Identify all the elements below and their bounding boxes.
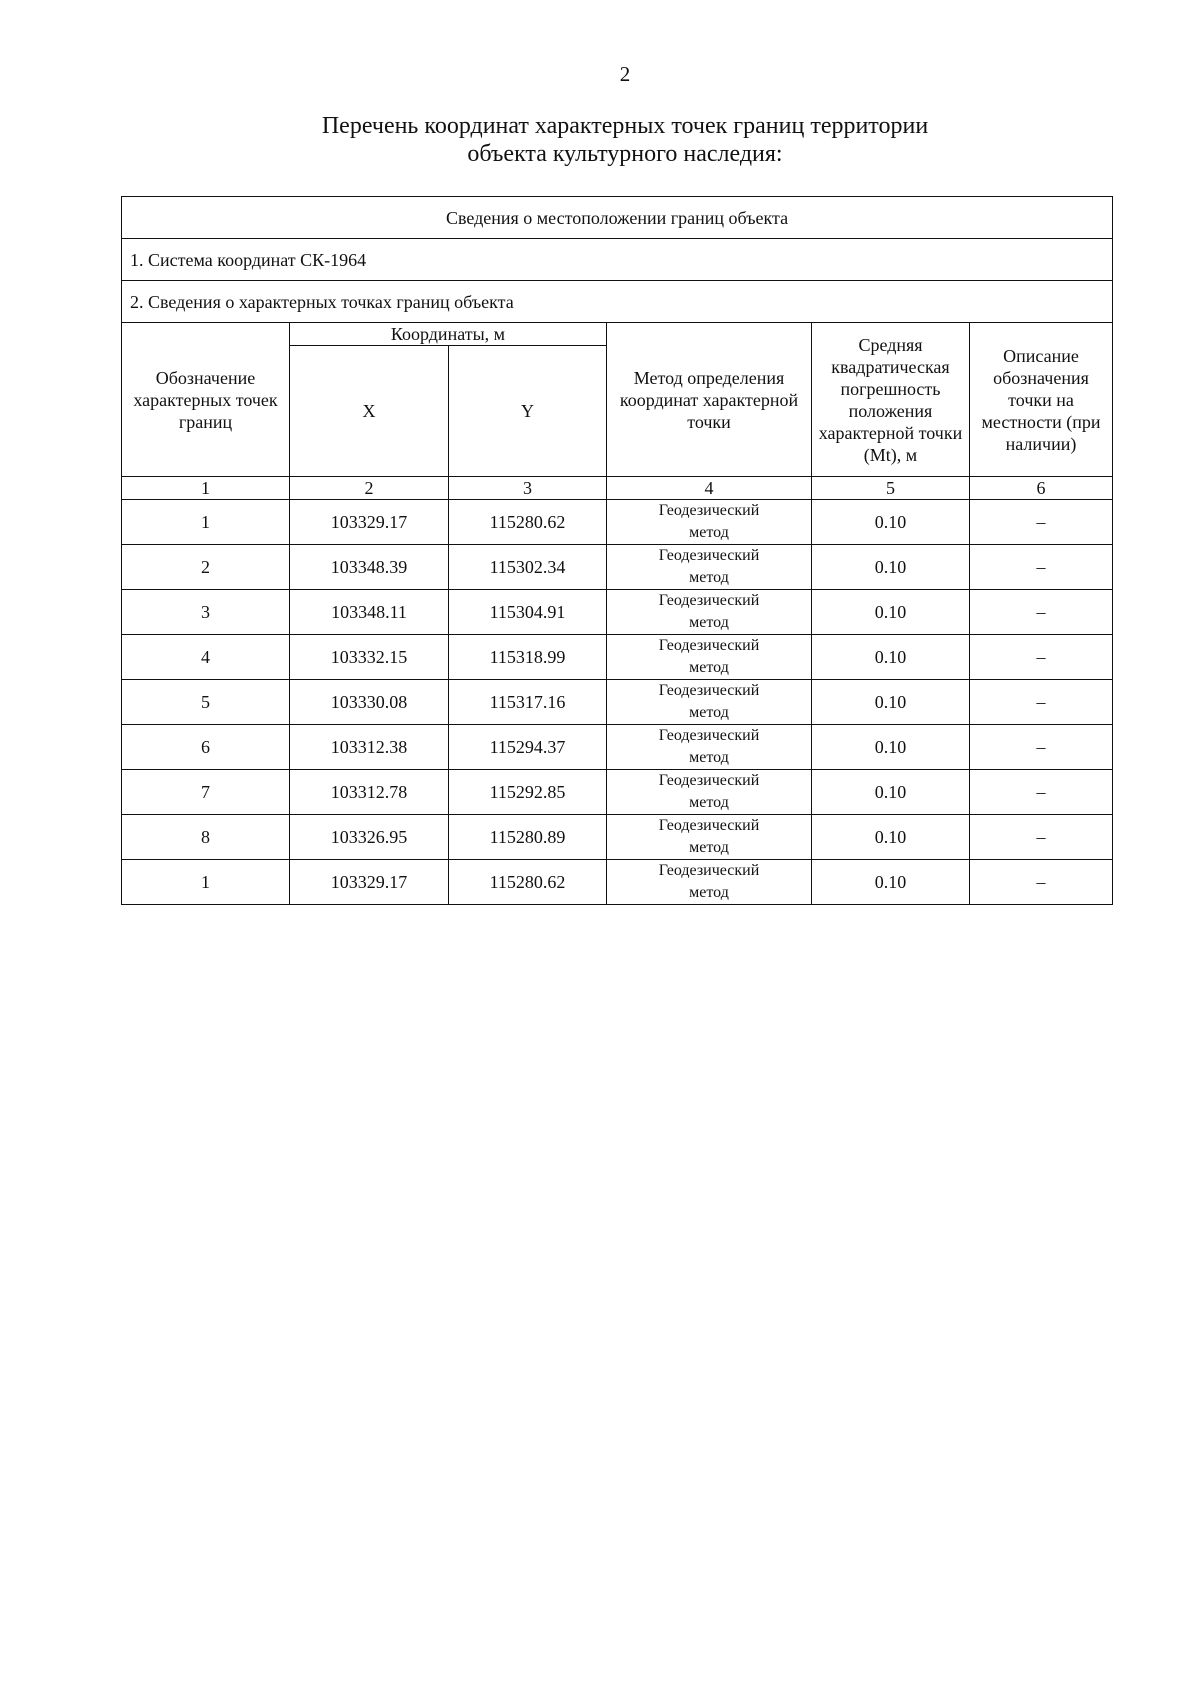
col-header-point: Обозначение характерных точек границ bbox=[122, 323, 290, 477]
col-header-coords: Координаты, м bbox=[290, 323, 607, 346]
col-number: 1 bbox=[122, 477, 290, 500]
cell-desc: – bbox=[970, 860, 1113, 905]
cell-x: 103329.17 bbox=[290, 500, 449, 545]
cell-method bbox=[607, 860, 812, 905]
cell-method bbox=[607, 725, 812, 770]
cell-method bbox=[607, 770, 812, 815]
col-header-error bbox=[812, 323, 970, 477]
cell-method bbox=[607, 680, 812, 725]
method-line-2: метод bbox=[689, 839, 729, 856]
cell-point: 7 bbox=[122, 770, 290, 815]
method-line-1: Геодезический bbox=[658, 727, 760, 744]
col-number: 6 bbox=[970, 477, 1113, 500]
cell-desc: – bbox=[970, 680, 1113, 725]
cell-y: 115280.62 bbox=[449, 500, 607, 545]
col-header-method: Метод определения координат характерной точки bbox=[607, 323, 812, 477]
cell-x: 103312.78 bbox=[290, 770, 449, 815]
cell-point: 1 bbox=[122, 860, 290, 905]
cell-point: 6 bbox=[122, 725, 290, 770]
method-line-2: метод bbox=[689, 614, 729, 631]
cell-x: 103348.11 bbox=[290, 590, 449, 635]
method-line-2: метод bbox=[689, 884, 729, 901]
cell-x: 103330.08 bbox=[290, 680, 449, 725]
cell-desc: – bbox=[970, 590, 1113, 635]
cell-desc: – bbox=[970, 545, 1113, 590]
coord-system: 1. Система координат СК-1964 bbox=[122, 239, 1113, 281]
method-line-2: метод bbox=[689, 569, 729, 586]
cell-point: 1 bbox=[122, 500, 290, 545]
cell-y: 115318.99 bbox=[449, 635, 607, 680]
cell-x: 103348.39 bbox=[290, 545, 449, 590]
col-header-desc: Описание обозначения точки на местности (при наличии) bbox=[970, 323, 1113, 477]
section-header: Сведения о местоположении границ объекта bbox=[122, 197, 1113, 239]
cell-point: 2 bbox=[122, 545, 290, 590]
cell-point: 5 bbox=[122, 680, 290, 725]
col-number: 4 bbox=[607, 477, 812, 500]
method-line-2: метод bbox=[689, 749, 729, 766]
section-header-row bbox=[122, 197, 1113, 239]
cell-error: 0.10 bbox=[812, 725, 970, 770]
cell-x: 103312.38 bbox=[290, 725, 449, 770]
cell-y: 115302.34 bbox=[449, 545, 607, 590]
cell-error: 0.10 bbox=[812, 815, 970, 860]
cell-method bbox=[607, 815, 812, 860]
cell-y: 115292.85 bbox=[449, 770, 607, 815]
document-title-line-2: объекта культурного наследия: bbox=[467, 141, 783, 167]
column-header-row-1 bbox=[122, 323, 1113, 346]
table-row bbox=[122, 545, 1113, 590]
method-line-2: метод bbox=[689, 704, 729, 721]
table-row bbox=[122, 500, 1113, 545]
cell-error: 0.10 bbox=[812, 770, 970, 815]
table-row bbox=[122, 815, 1113, 860]
cell-error: 0.10 bbox=[812, 635, 970, 680]
document-title-line-1: Перечень координат характерных точек границ территории bbox=[321, 113, 929, 139]
method-line-1: Геодезический bbox=[658, 592, 760, 609]
cell-point: 4 bbox=[122, 635, 290, 680]
page-number: 2 bbox=[619, 62, 631, 86]
coordinates-table bbox=[121, 196, 1113, 905]
col-number: 5 bbox=[812, 477, 970, 500]
cell-y: 115280.62 bbox=[449, 860, 607, 905]
table-row bbox=[122, 680, 1113, 725]
cell-y: 115294.37 bbox=[449, 725, 607, 770]
cell-method bbox=[607, 545, 812, 590]
cell-x: 103329.17 bbox=[290, 860, 449, 905]
cell-error: 0.10 bbox=[812, 680, 970, 725]
table-row bbox=[122, 635, 1113, 680]
method-line-1: Геодезический bbox=[658, 547, 760, 564]
coord-system-row bbox=[122, 239, 1113, 281]
cell-method bbox=[607, 500, 812, 545]
cell-desc: – bbox=[970, 815, 1113, 860]
cell-error: 0.10 bbox=[812, 590, 970, 635]
cell-desc: – bbox=[970, 635, 1113, 680]
method-line-1: Геодезический bbox=[658, 817, 760, 834]
points-header: 2. Сведения о характерных точках границ объекта bbox=[122, 281, 1113, 323]
points-header-row bbox=[122, 281, 1113, 323]
cell-error: 0.10 bbox=[812, 500, 970, 545]
cell-error: 0.10 bbox=[812, 545, 970, 590]
cell-y: 115304.91 bbox=[449, 590, 607, 635]
method-line-1: Геодезический bbox=[658, 637, 760, 654]
cell-y: 115317.16 bbox=[449, 680, 607, 725]
cell-desc: – bbox=[970, 500, 1113, 545]
method-line-1: Геодезический bbox=[658, 682, 760, 699]
cell-desc: – bbox=[970, 725, 1113, 770]
col-header-y: Y bbox=[449, 346, 607, 477]
table-row bbox=[122, 590, 1113, 635]
cell-y: 115280.89 bbox=[449, 815, 607, 860]
cell-error: 0.10 bbox=[812, 860, 970, 905]
method-line-2: метод bbox=[689, 659, 729, 676]
method-line-2: метод bbox=[689, 794, 729, 811]
table-row bbox=[122, 725, 1113, 770]
col-number: 3 bbox=[449, 477, 607, 500]
cell-point: 8 bbox=[122, 815, 290, 860]
cell-x: 103326.95 bbox=[290, 815, 449, 860]
cell-x: 103332.15 bbox=[290, 635, 449, 680]
col-header-x: X bbox=[290, 346, 449, 477]
table-row bbox=[122, 770, 1113, 815]
method-line-1: Геодезический bbox=[658, 772, 760, 789]
column-number-row bbox=[122, 477, 1113, 500]
table-row bbox=[122, 860, 1113, 905]
cell-method bbox=[607, 635, 812, 680]
method-line-2: метод bbox=[689, 524, 729, 541]
cell-method bbox=[607, 590, 812, 635]
method-line-1: Геодезический bbox=[658, 502, 760, 519]
document-title bbox=[0, 112, 1200, 168]
col-header-error-text: Средняя квадратическая погрешность положения характерной точки (Mt), м bbox=[818, 334, 963, 465]
col-number: 2 bbox=[290, 477, 449, 500]
cell-desc: – bbox=[970, 770, 1113, 815]
cell-point: 3 bbox=[122, 590, 290, 635]
method-line-1: Геодезический bbox=[658, 862, 760, 879]
